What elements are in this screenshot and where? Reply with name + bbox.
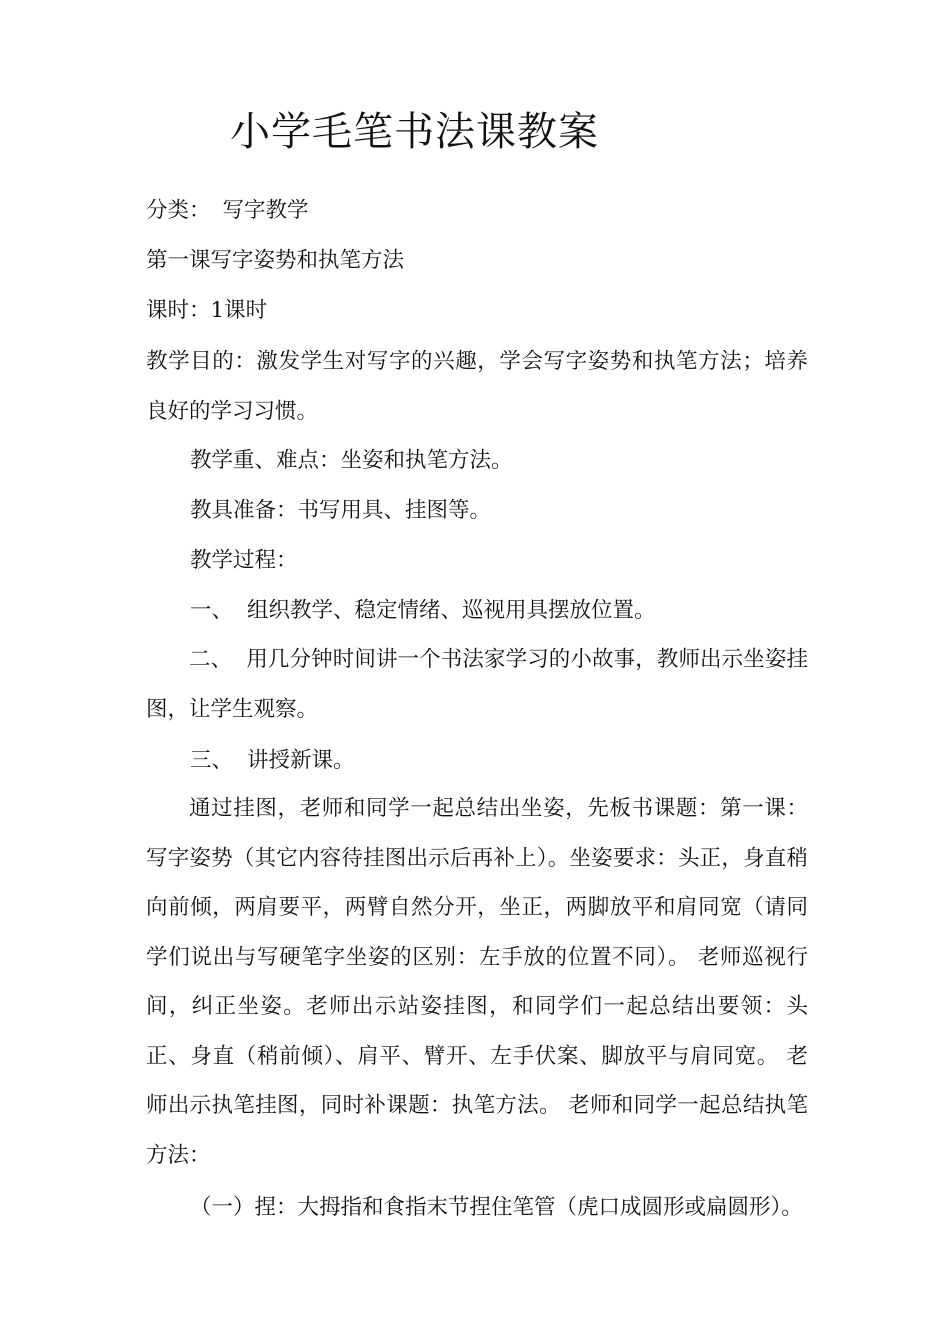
process-heading: 教学过程：: [190, 548, 298, 573]
step-one-text: 组织教学、稳定情绪、巡视用具摆放位置。: [247, 598, 656, 623]
step-three-number: 三、: [190, 748, 234, 773]
teaching-objective: 教学目的：激发学生对写字的兴趣，学会写字姿势和执笔方法；培养良好的学习习惯。: [146, 349, 808, 424]
document-title: 小学毛笔书法课教案: [230, 109, 599, 155]
category-label: 分类：: [146, 198, 211, 223]
step-two-number: 二、: [189, 647, 233, 672]
step-one-number: 一、: [190, 598, 234, 623]
step-three-text: 讲授新课。: [247, 748, 355, 773]
step-two-text: 用几分钟时间讲一个书法家学习的小故事，教师出示坐姿挂图，让学生观察。: [146, 647, 808, 722]
step-one: [190, 596, 656, 626]
key-points: 教学重、难点：坐姿和执笔方法。: [190, 448, 513, 473]
lesson-duration: 课时：1课时: [146, 298, 268, 323]
teaching-materials: 教具准备：书写用具、挂图等。: [190, 498, 492, 523]
lesson-title: 第一课写字姿势和执笔方法: [146, 248, 405, 273]
lesson-body-paragraph: 通过挂图，老师和同学一起总结出坐姿，先板书课题：第一课：写字姿势（其它内容待挂图出示后再补上）。坐姿要求：头正，身直稍向前倾，两肩要平，两臂自然分开，坐正，两脚放平和肩同宽（请同学们说出与写硬笔字坐姿的区别：左手放的位置不同）。 老师巡视行间，纠正坐姿。老师出示站姿挂图，和同学们一起总结出要领：头正、身直（稍前倾）、肩平、臂开、左手伏案、脚放平与肩同宽。 老师出示执笔挂图，同时补课题：执笔方法。 老师和同学一起总结执笔方法：: [146, 796, 808, 1168]
step-three: [190, 746, 355, 776]
category-line: [146, 196, 309, 226]
step-two: [146, 635, 808, 734]
sub-point-one: （一）捏：大拇指和食指末节捏住笔管（虎口成圆形或扁圆形）。: [190, 1195, 803, 1220]
category-value: 写字教学: [222, 198, 309, 223]
